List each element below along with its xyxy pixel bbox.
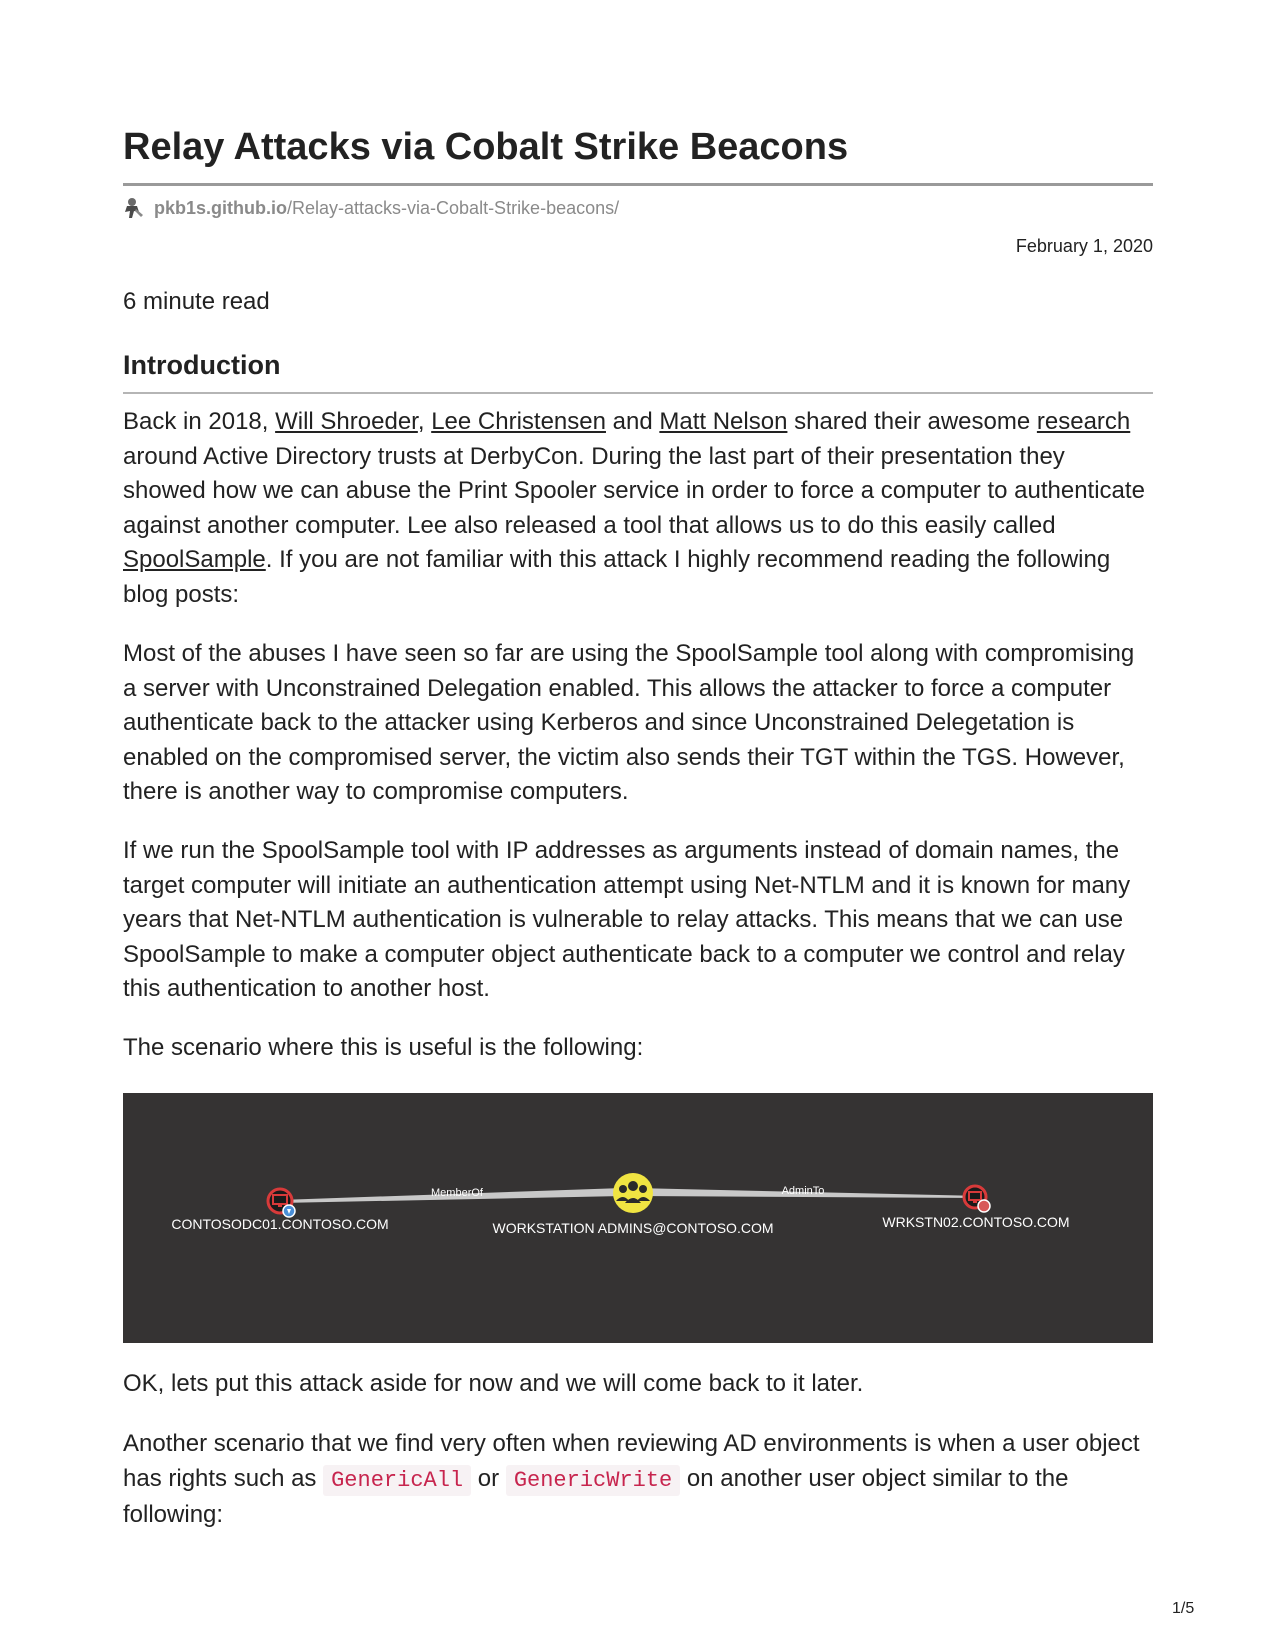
computer-node-dc-icon xyxy=(268,1189,295,1217)
section-heading-introduction: Introduction xyxy=(123,350,281,380)
source-path: /Relay-attacks-via-Cobalt-Strike-beacons/ xyxy=(287,197,620,218)
title-divider xyxy=(123,183,1153,186)
section-divider xyxy=(123,392,1153,394)
link-spoolsample[interactable]: SpoolSample xyxy=(123,546,266,573)
node-label-group: WORKSTATION ADMINS@CONTOSO.COM xyxy=(492,1220,774,1236)
post-date: February 1, 2020 xyxy=(1015,236,1153,256)
paragraph-unconstrained-delegation: Most of the abuses I have seen so far are using the SpoolSample tool along with compromising a server with Unconstrained Delegation enabled. This allows the attacker to force a computer authenticate back to the attacker using Kerberos and since Unconstrained Delegetation is enabled on the compromised server, the victim also sends their TGT within the TGS. However, there is another way to compromise computers. xyxy=(123,640,1135,805)
paragraph-intro: Back in 2018, Will Shroeder, Lee Christensen and Matt Nelson shared their awesome research around Active Directory trusts at DerbyCon. During the last part of their presentation they showed how we can abuse the Print Spooler service in order to force a computer to authenticate against another computer. Lee also released a tool that allows us to do this easily called SpoolSample. If you are not familiar with this attack I highly recommend reading the following blog posts: xyxy=(123,408,1145,608)
bloodhound-graph-image xyxy=(123,1093,1153,1343)
link-research[interactable]: research xyxy=(1036,408,1131,435)
page-number: 1/5 xyxy=(1172,1600,1195,1617)
paragraph-net-ntlm-relay: If we run the SpoolSample tool with IP addresses as arguments instead of domain names, the target computer will initiate an authentication attempt using Net-NTLM and it is known for many years that Net-NTLM authentication is vulnerable to relay attacks. This means that we can use SpoolSample to make a computer object authenticate back to a computer we control and relay this authentication to another host. xyxy=(123,837,1131,1002)
code-genericall: GenericAll xyxy=(323,1465,471,1496)
link-lee-christensen[interactable]: Lee Christensen xyxy=(431,408,606,435)
code-genericwrite: GenericWrite xyxy=(506,1465,680,1496)
edge-label-adminto: AdminTo xyxy=(781,1185,825,1197)
group-node-icon xyxy=(613,1173,653,1213)
read-time: 6 minute read xyxy=(123,288,270,315)
article-title: Relay Attacks via Cobalt Strike Beacons xyxy=(123,126,849,168)
site-favicon-icon xyxy=(123,196,145,220)
paragraph-genericall: Another scenario that we find very often when reviewing AD environments is when a user object has rights such as GenericAll or GenericWrite on another user object similar to the following: xyxy=(123,1430,1140,1528)
node-label-workstation: WRKSTN02.CONTOSO.COM xyxy=(882,1214,1070,1230)
link-matt-nelson[interactable]: Matt Nelson xyxy=(659,408,788,435)
node-label-dc: CONTOSODC01.CONTOSO.COM xyxy=(171,1216,389,1232)
paragraph-scenario: The scenario where this is useful is the following: xyxy=(123,1034,644,1061)
computer-node-workstation-icon xyxy=(964,1186,990,1212)
paragraph-aside: OK, lets put this attack aside for now and we will come back to it later. xyxy=(123,1370,864,1397)
edge-label-memberof: MemberOf xyxy=(431,1187,483,1199)
source-domain: pkb1s.github.io xyxy=(154,197,287,218)
link-will-shroeder[interactable]: Will Shroeder xyxy=(275,408,418,435)
source-url[interactable] xyxy=(123,196,619,220)
